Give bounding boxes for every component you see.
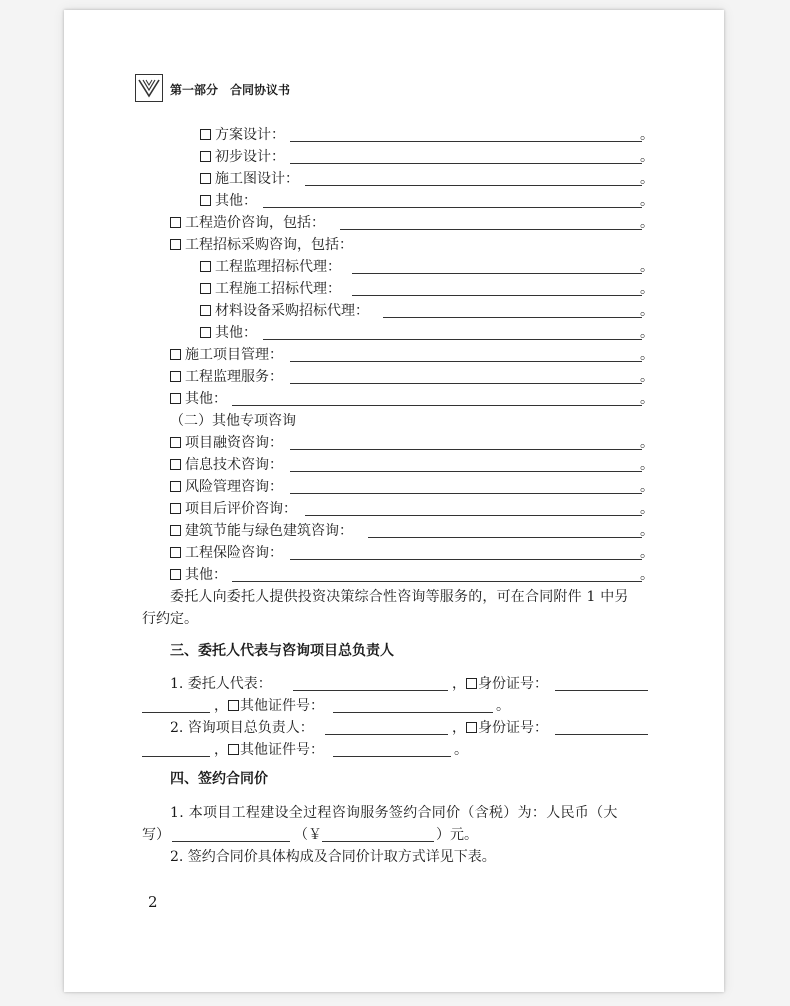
checkbox[interactable] xyxy=(170,371,181,382)
special-consult-title: （二）其他专项咨询 xyxy=(170,413,296,429)
price-capital-field[interactable] xyxy=(172,841,290,842)
mgmt-item-other: 其他： xyxy=(170,390,227,408)
fill-line[interactable] xyxy=(232,405,642,406)
lead-other-id-field[interactable] xyxy=(333,756,451,757)
cost-consult-item: 工程造价咨询，包括： xyxy=(170,214,325,232)
price-line2-prefix: 写） xyxy=(142,827,170,843)
special-item-financing: 项目融资咨询： xyxy=(170,434,283,452)
checkbox[interactable] xyxy=(170,569,181,580)
composition-line: 2. 签约合同价具体构成及合同价计取方式详见下表。 xyxy=(170,849,496,865)
rep-other-id-field[interactable] xyxy=(333,712,493,713)
checkbox[interactable] xyxy=(170,525,181,536)
fill-line[interactable] xyxy=(232,581,642,582)
checkbox[interactable] xyxy=(170,349,181,360)
checkbox[interactable] xyxy=(200,151,211,162)
lead-id-option: 身份证号： xyxy=(466,719,548,737)
checkbox[interactable] xyxy=(200,327,211,338)
price-number-field[interactable] xyxy=(322,841,434,842)
checkbox[interactable] xyxy=(466,722,477,733)
checkbox[interactable] xyxy=(200,305,211,316)
price-line1: 1. 本项目工程建设全过程咨询服务签约合同价（含税）为：人民币（大 xyxy=(170,805,618,821)
rep-name-field[interactable] xyxy=(293,690,448,691)
rep-id-option: 身份证号： xyxy=(466,675,548,693)
checkbox[interactable] xyxy=(170,481,181,492)
checkbox[interactable] xyxy=(170,459,181,470)
checkbox[interactable] xyxy=(170,503,181,514)
design-item-other: 其他： xyxy=(200,192,257,210)
fill-line[interactable] xyxy=(305,515,642,516)
fill-line[interactable] xyxy=(290,383,642,384)
fill-line[interactable] xyxy=(368,537,642,538)
special-item-post-eval: 项目后评价咨询： xyxy=(170,500,297,518)
design-item-construction: 施工图设计： xyxy=(200,170,299,188)
checkbox[interactable] xyxy=(200,173,211,184)
lead-other-id-option: 其他证件号： xyxy=(228,741,324,759)
bid-item-supervision: 工程监理招标代理： xyxy=(200,258,341,276)
fill-line[interactable] xyxy=(290,449,642,450)
invest-paragraph-line2: 行约定。 xyxy=(142,611,198,627)
bid-item-construction: 工程施工招标代理： xyxy=(200,280,341,298)
checkbox[interactable] xyxy=(228,700,239,711)
checkbox[interactable] xyxy=(228,744,239,755)
special-item-other: 其他： xyxy=(170,566,227,584)
fill-line[interactable] xyxy=(290,141,642,142)
bid-item-other: 其他： xyxy=(200,324,257,342)
invest-paragraph-line1: 委托人向委托人提供投资决策综合性咨询等服务的，可在合同附件 1 中另 xyxy=(170,589,629,605)
mgmt-item-supervision: 工程监理服务： xyxy=(170,368,283,386)
rep-id-field-cont[interactable] xyxy=(142,712,210,713)
fill-line[interactable] xyxy=(352,295,642,296)
lead-label: 2. 咨询项目总负责人： xyxy=(170,720,314,736)
price-currency: （￥ xyxy=(294,827,322,843)
rep-label: 1. 委托人代表： xyxy=(170,676,272,692)
lead-id-field[interactable] xyxy=(555,734,648,735)
lead-name-field[interactable] xyxy=(325,734,448,735)
bid-consult-item: 工程招标采购咨询，包括： xyxy=(170,236,353,254)
fill-line[interactable] xyxy=(290,361,642,362)
fill-line[interactable] xyxy=(263,339,642,340)
publisher-logo-icon xyxy=(135,74,163,102)
checkbox[interactable] xyxy=(170,217,181,228)
fill-line[interactable] xyxy=(290,471,642,472)
checkbox[interactable] xyxy=(200,129,211,140)
special-item-risk: 风险管理咨询： xyxy=(170,478,283,496)
fill-line[interactable] xyxy=(290,493,642,494)
document-page xyxy=(64,10,724,992)
fill-line[interactable] xyxy=(263,207,642,208)
checkbox[interactable] xyxy=(170,437,181,448)
checkbox[interactable] xyxy=(200,283,211,294)
mgmt-item-construction: 施工项目管理： xyxy=(170,346,283,364)
rep-id-field[interactable] xyxy=(555,690,648,691)
checkbox[interactable] xyxy=(170,547,181,558)
fill-line[interactable] xyxy=(352,273,642,274)
fill-line[interactable] xyxy=(305,185,642,186)
rep-other-id-option: 其他证件号： xyxy=(228,697,324,715)
fill-line[interactable] xyxy=(340,229,642,230)
design-item-scheme: 方案设计： xyxy=(200,126,285,144)
header-title: 第一部分 合同协议书 xyxy=(170,83,291,97)
price-suffix: ）元。 xyxy=(436,827,478,843)
page-number: 2 xyxy=(148,893,158,911)
fill-line[interactable] xyxy=(383,317,642,318)
section-4-title: 四、签约合同价 xyxy=(170,771,268,787)
special-item-it: 信息技术咨询： xyxy=(170,456,283,474)
checkbox[interactable] xyxy=(200,261,211,272)
section-3-title: 三、委托人代表与咨询项目总负责人 xyxy=(170,643,394,659)
bid-item-materials: 材料设备采购招标代理： xyxy=(200,302,369,320)
checkbox[interactable] xyxy=(200,195,211,206)
fill-line[interactable] xyxy=(290,559,642,560)
fill-line[interactable] xyxy=(290,163,642,164)
special-item-green-building: 建筑节能与绿色建筑咨询： xyxy=(170,522,353,540)
design-item-preliminary: 初步设计： xyxy=(200,148,285,166)
checkbox[interactable] xyxy=(466,678,477,689)
checkbox[interactable] xyxy=(170,393,181,404)
special-item-insurance: 工程保险咨询： xyxy=(170,544,283,562)
lead-id-field-cont[interactable] xyxy=(142,756,210,757)
checkbox[interactable] xyxy=(170,239,181,250)
